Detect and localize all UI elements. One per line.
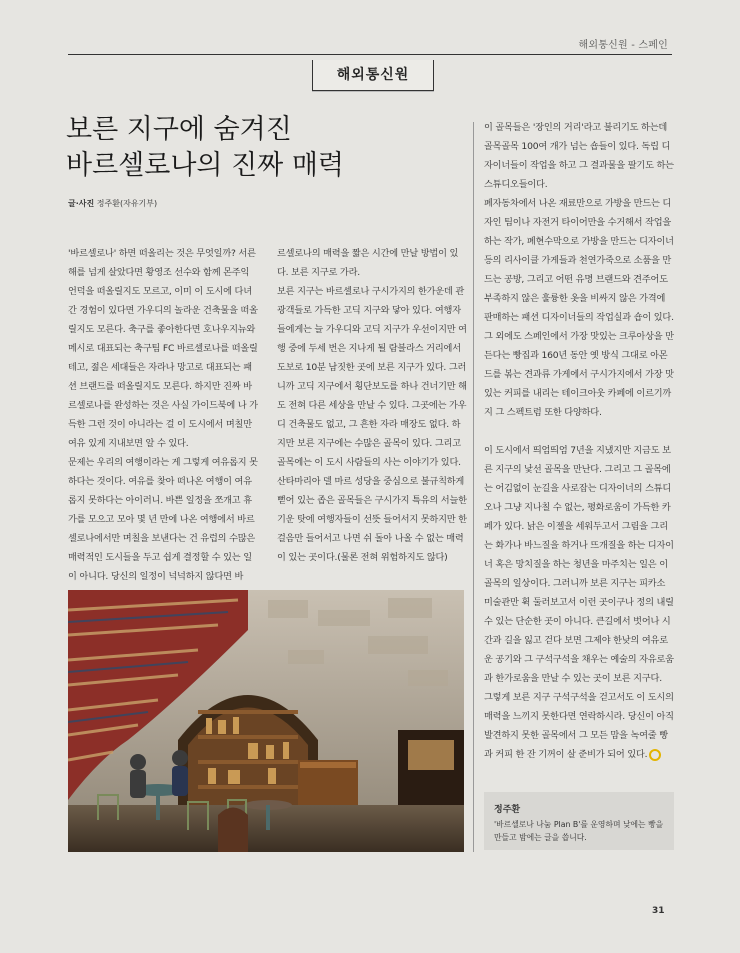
- text-column-3: [484, 118, 674, 764]
- article-title: [66, 112, 446, 184]
- cafe-courtyard-illustration: [68, 590, 464, 852]
- paragraph: 이 도시에서 띄엄띄엄 7년을 지냈지만 지금도 보른 지구의 낯선 골목을 만난다. 그리고 그 골목에는 어김없이 눈길을 사로잡는 디자이너의 스튜디오나 그냥 지나칠 수 없는, 평화로움이 가득한 카페가 있다. 낡은 이젤을 세워두고서 그림을 그리는 화가나 바느질을 하거나 뜨개질을 하는 디자이너 혹은 망치질을 하는 청년을 마주치는 일은 이 골목의 일상이다. 그러니까 보른 지구는 피카소 미술관만 휙 둘러보고서 이런 곳이구나 정의 내릴 수 있는 단순한 곳이 아니다. 큰길에서 벗어나 시간과 길을 잃고 걷다 보면 그제야 한낮의 여유로운 공기와 그 구석구석을 채우는 예술의 자유로움과 한가로움을 만날 수 있는 곳이 보른 지구다.: [484, 445, 674, 684]
- end-mark-icon: [649, 749, 661, 761]
- paragraph: 르셀로나의 매력을 짧은 시간에 만날 방법이 있다. 보른 지구로 가라.: [277, 248, 459, 278]
- paragraph-text: 그렇게 보른 지구 구석구석을 걷고서도 이 도시의 매력을 느끼지 못한다면 연락하시라. 당신이 아직 발견하지 못한 골목에서 그 모든 맘을 녹여줄 빵과 커피 한 잔 기꺼이 살 준비가 되어 있다.: [484, 692, 674, 760]
- title-line-1: 보른 지구에 숨겨진: [66, 114, 292, 145]
- paragraph: 문제는 우리의 여행이라는 게 그렇게 여유롭지 못하다는 것이다. 여유를 찾아 떠나온 여행이 여유롭지 못하다는 아이러니. 바쁜 일정을 쪼개고 휴가를 모으고 모아 몇 년 만에 나온 여행에서 바르셀로나에서만 며칠을 보낸다는 건 유럽의 수많은 매력적인 도시들을 두고 쉽게 결정할 수 있는 일이 아니다. 당신의 일정이 넉넉하지 않다면 바: [68, 457, 258, 582]
- running-head: 해외통신원 - 스페인: [578, 40, 668, 51]
- byline-author: 정주환(자유기부): [96, 199, 158, 208]
- section-label: 해외통신원: [336, 67, 410, 83]
- paragraph: '바르셀로나' 하면 떠올리는 것은 무엇일까? 서른 해를 넘게 살았다면 황영조 선수와 함께 몬주익 언덕을 떠올릴지도 모르고, 이미 이 도시에 다녀간 경험이 있다면 가우디의 놀라운 건축물을 떠올릴지도 모른다. 축구를 좋아한다면 호나우지뉴와 메시로 대표되는 축구팀 FC 바르셀로나를 떠올릴 테고, 젊은 세대들은 자라나 망고로 대표되는 패션 브랜드를 떠올릴지도 모른다. 하지만 진짜 바르셀로나를 완성하는 것은 사실 가이드북에 나 가득한 그런 것이 아니라는 걸 이 도시에서 며칠만 여유 있게 지내보면 알 수 있다.: [68, 248, 258, 449]
- paragraph: 폐자동차에서 나온 재료만으로 가방을 만드는 디자인 팀이나 자전거 타이어만을 수거해서 작업을 하는 작가, 폐현수막으로 가방을 만드는 디자이너 등의 리사이클 가게들과 천연가죽으로 소품을 만드는 공방, 그리고 어떤 유명 브랜드와 견주어도 부족하지 않은 훌륭한 옷을 비싸지 않은 가격에 판매하는 패션 디자이너들의 작업실과 숍이 있다. 그 외에도 스페인에서 가장 맛있는 크루아상을 만든다는 빵집과 160년 동안 옛 방식 그대로 아몬드를 볶는 견과류 가게에서 구시가지에서 가장 맛있는 커피를 내리는 테이크아웃 카페에 이르기까지 그 스펙트럼 또한 다양하다.: [484, 198, 674, 418]
- paragraph: 산타마리아 델 마르 성당을 중심으로 불규칙하게 뻗어 있는 좁은 골목들은 구시가지 특유의 서늘한 기운 탓에 여행자들이 선뜻 들어서지 못하지만 한 걸음만 들어서고 나면 쉬 돌아 나올 수 없는 매력이 있는 곳이다.(물론 전혀 위험하지도 않다): [277, 476, 467, 563]
- title-line-2: 바르셀로나의 진짜 매력: [66, 150, 344, 181]
- paragraph: 이 골목들은 '장인의 거리'라고 불리기도 하는데 골목골목 100여 개가 넘는 숍들이 있다. 독립 디자이너들이 작업을 하고 그 결과물을 팔기도 하는 스튜디오들이다.: [484, 122, 674, 190]
- text-column-2: [277, 244, 467, 567]
- text-column-1: [68, 244, 258, 586]
- byline: [68, 198, 157, 209]
- bio-name: 정주환: [494, 805, 521, 815]
- page-number: 31: [652, 906, 665, 916]
- header-rule: [68, 54, 672, 55]
- bio-text: '바르셀로나 나눔 Plan B'를 운영하며 낮에는 빵을 만들고 밤에는 글을 씁니다.: [494, 820, 664, 842]
- byline-label: 글·사진: [68, 199, 95, 208]
- column-divider: [473, 122, 474, 852]
- paragraph: 보른 지구는 바르셀로나 구시가지의 한가운데 관광객들로 가득한 고딕 지구와 닿아 있다. 여행자들에게는 늘 가우디와 고딕 지구가 우선이지만 여행 중에 두세 번은 지나게 될 람블라스 거리에서 도보로 10분 남짓한 곳에 보른 지구가 있다. 그러니까 고딕 지구에서 횡단보도를 하나 건너기만 해도 전혀 다른 세상을 만날 수 있다. 그곳에는 가우디 건축물도 없고, 그 흔한 자라 매장도 없다. 하지만 보른 지구에는 수많은 골목이 있다. 그리고 골목에는 이 도시 사람들의 사는 이야기가 있다.: [277, 286, 467, 468]
- paragraph: [484, 688, 674, 764]
- article-photo: [68, 590, 464, 852]
